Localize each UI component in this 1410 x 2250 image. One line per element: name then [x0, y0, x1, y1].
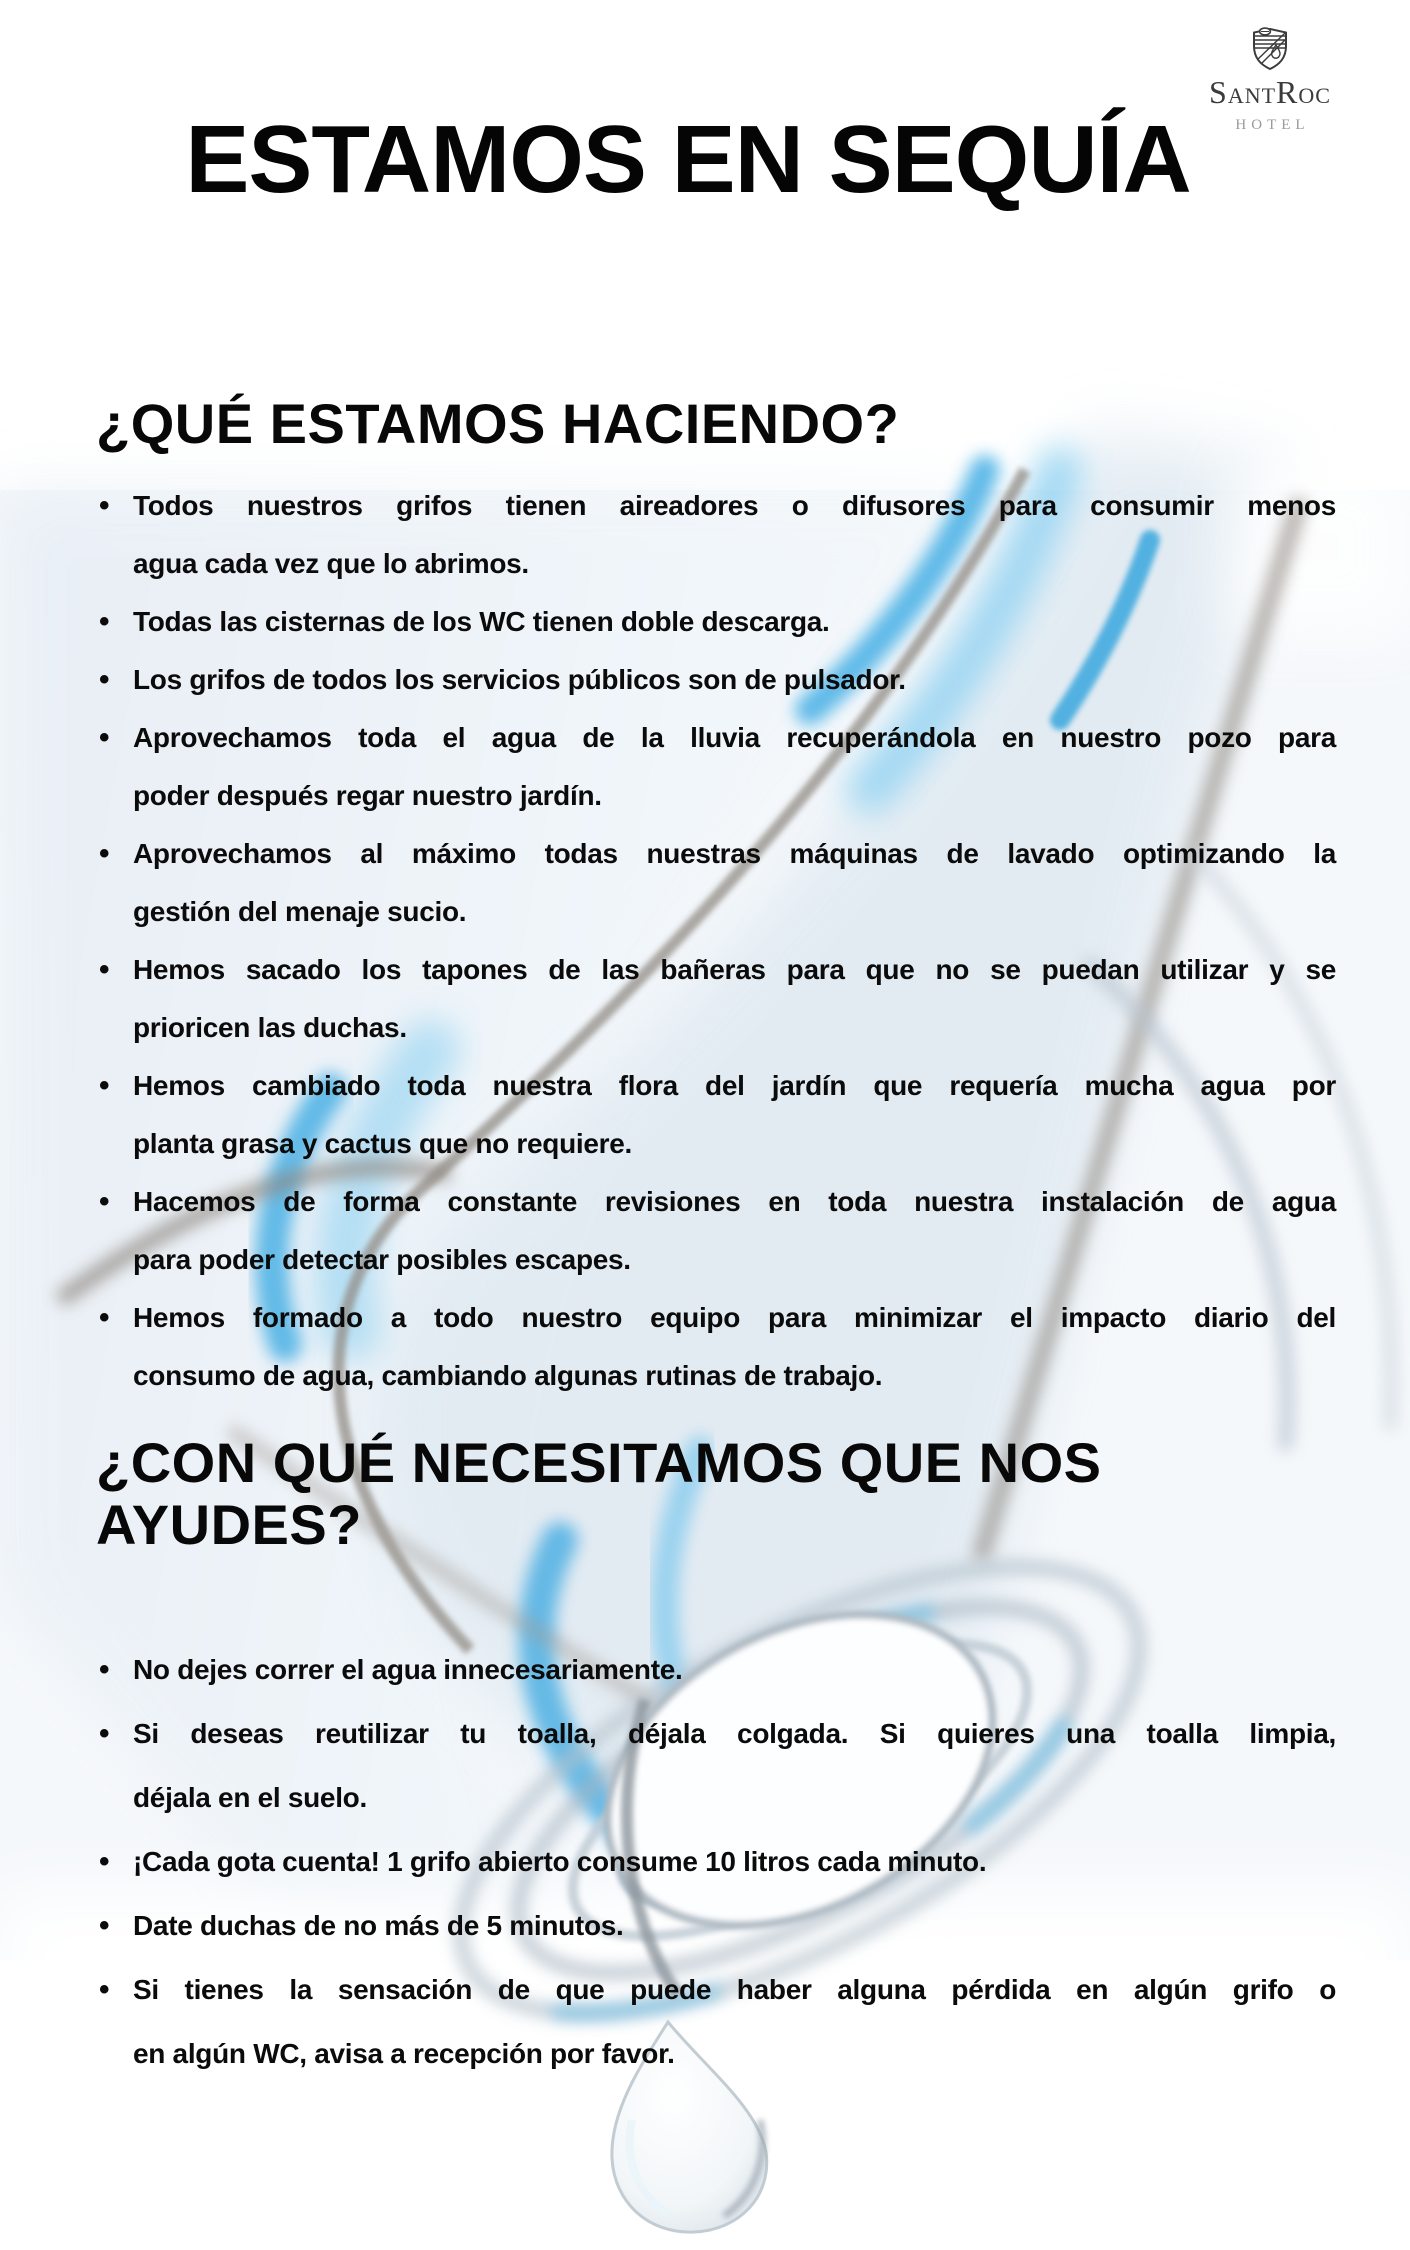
list-item-line: en algún WC, avisa a recepción por favor. [133, 2038, 675, 2069]
list-item-line: • Date duchas de no más de 5 minutos. [133, 1910, 624, 1941]
section-what-we-are-doing-heading: ¿QUÉ ESTAMOS HACIENDO? [96, 392, 900, 455]
list-item-line: • Si tienes la sensación de que puede haber alguna pérdida en algún grifo o [133, 1974, 1336, 2005]
list-item [96, 593, 1336, 651]
help-list [96, 1638, 1336, 2086]
list-item [96, 1958, 1336, 2086]
poster-title: ESTAMOS EN SEQUÍA [185, 106, 1191, 213]
list-item [96, 1057, 1336, 1173]
list-item-line: • Todas las cisternas de los WC tienen doble descarga. [133, 606, 830, 637]
actions-list [96, 477, 1336, 1405]
list-item [96, 825, 1336, 941]
list-item-line: • Aprovechamos al máximo todas nuestras máquinas de lavado optimizando la [133, 838, 1336, 869]
list-item [96, 1702, 1336, 1830]
list-item [96, 1894, 1336, 1958]
shield-crest-icon [1248, 24, 1292, 72]
list-item-line: • Hacemos de forma constante revisiones en toda nuestra instalación de agua [133, 1186, 1336, 1217]
list-item-line: déjala en el suelo. [133, 1782, 367, 1813]
list-item [96, 1173, 1336, 1289]
list-item [96, 709, 1336, 825]
list-item [96, 1638, 1336, 1702]
list-item-line: • Todos nuestros grifos tienen aireadores o difusores para consumir menos [133, 490, 1336, 521]
list-item-line: • ¡Cada gota cuenta! 1 grifo abierto consume 10 litros cada minuto. [133, 1846, 987, 1877]
hotel-subtitle: HOTEL [1235, 116, 1310, 133]
section-what-we-are-doing [96, 393, 1336, 1405]
list-item-line: • Hemos formado a todo nuestro equipo para minimizar el impacto diario del [133, 1302, 1336, 1333]
list-item-line: prioricen las duchas. [133, 1012, 407, 1043]
section-how-to-help [96, 1432, 1336, 2086]
list-item-line: • Hemos cambiado toda nuestra flora del jardín que requería mucha agua por [133, 1070, 1336, 1101]
list-item [96, 477, 1336, 593]
hotel-name: SantRoc [1209, 74, 1331, 110]
list-item-line: • Hemos sacado los tapones de las bañeras para que no se puedan utilizar y se [133, 954, 1336, 985]
list-item-line: • Aprovechamos toda el agua de la lluvia recuperándola en nuestro pozo para [133, 722, 1336, 753]
list-item-line: para poder detectar posibles escapes. [133, 1244, 631, 1275]
list-item-line: planta grasa y cactus que no requiere. [133, 1128, 632, 1159]
list-item-line: poder después regar nuestro jardín. [133, 780, 602, 811]
list-item-line: gestión del menaje sucio. [133, 896, 467, 927]
list-item-line: • No dejes correr el agua innecesariamente. [133, 1654, 683, 1685]
section-how-to-help-heading: ¿CON QUÉ NECESITAMOS QUE NOS AYUDES? [96, 1431, 1102, 1556]
list-item-line: • Los grifos de todos los servicios públicos son de pulsador. [133, 664, 906, 695]
list-item [96, 651, 1336, 709]
list-item-line: consumo de agua, cambiando algunas rutinas de trabajo. [133, 1360, 883, 1391]
list-item [96, 1830, 1336, 1894]
list-item-line: • Si deseas reutilizar tu toalla, déjala colgada. Si quieres una toalla limpia, [133, 1718, 1336, 1749]
list-item [96, 1289, 1336, 1405]
list-item [96, 941, 1336, 1057]
list-item-line: agua cada vez que lo abrimos. [133, 548, 529, 579]
